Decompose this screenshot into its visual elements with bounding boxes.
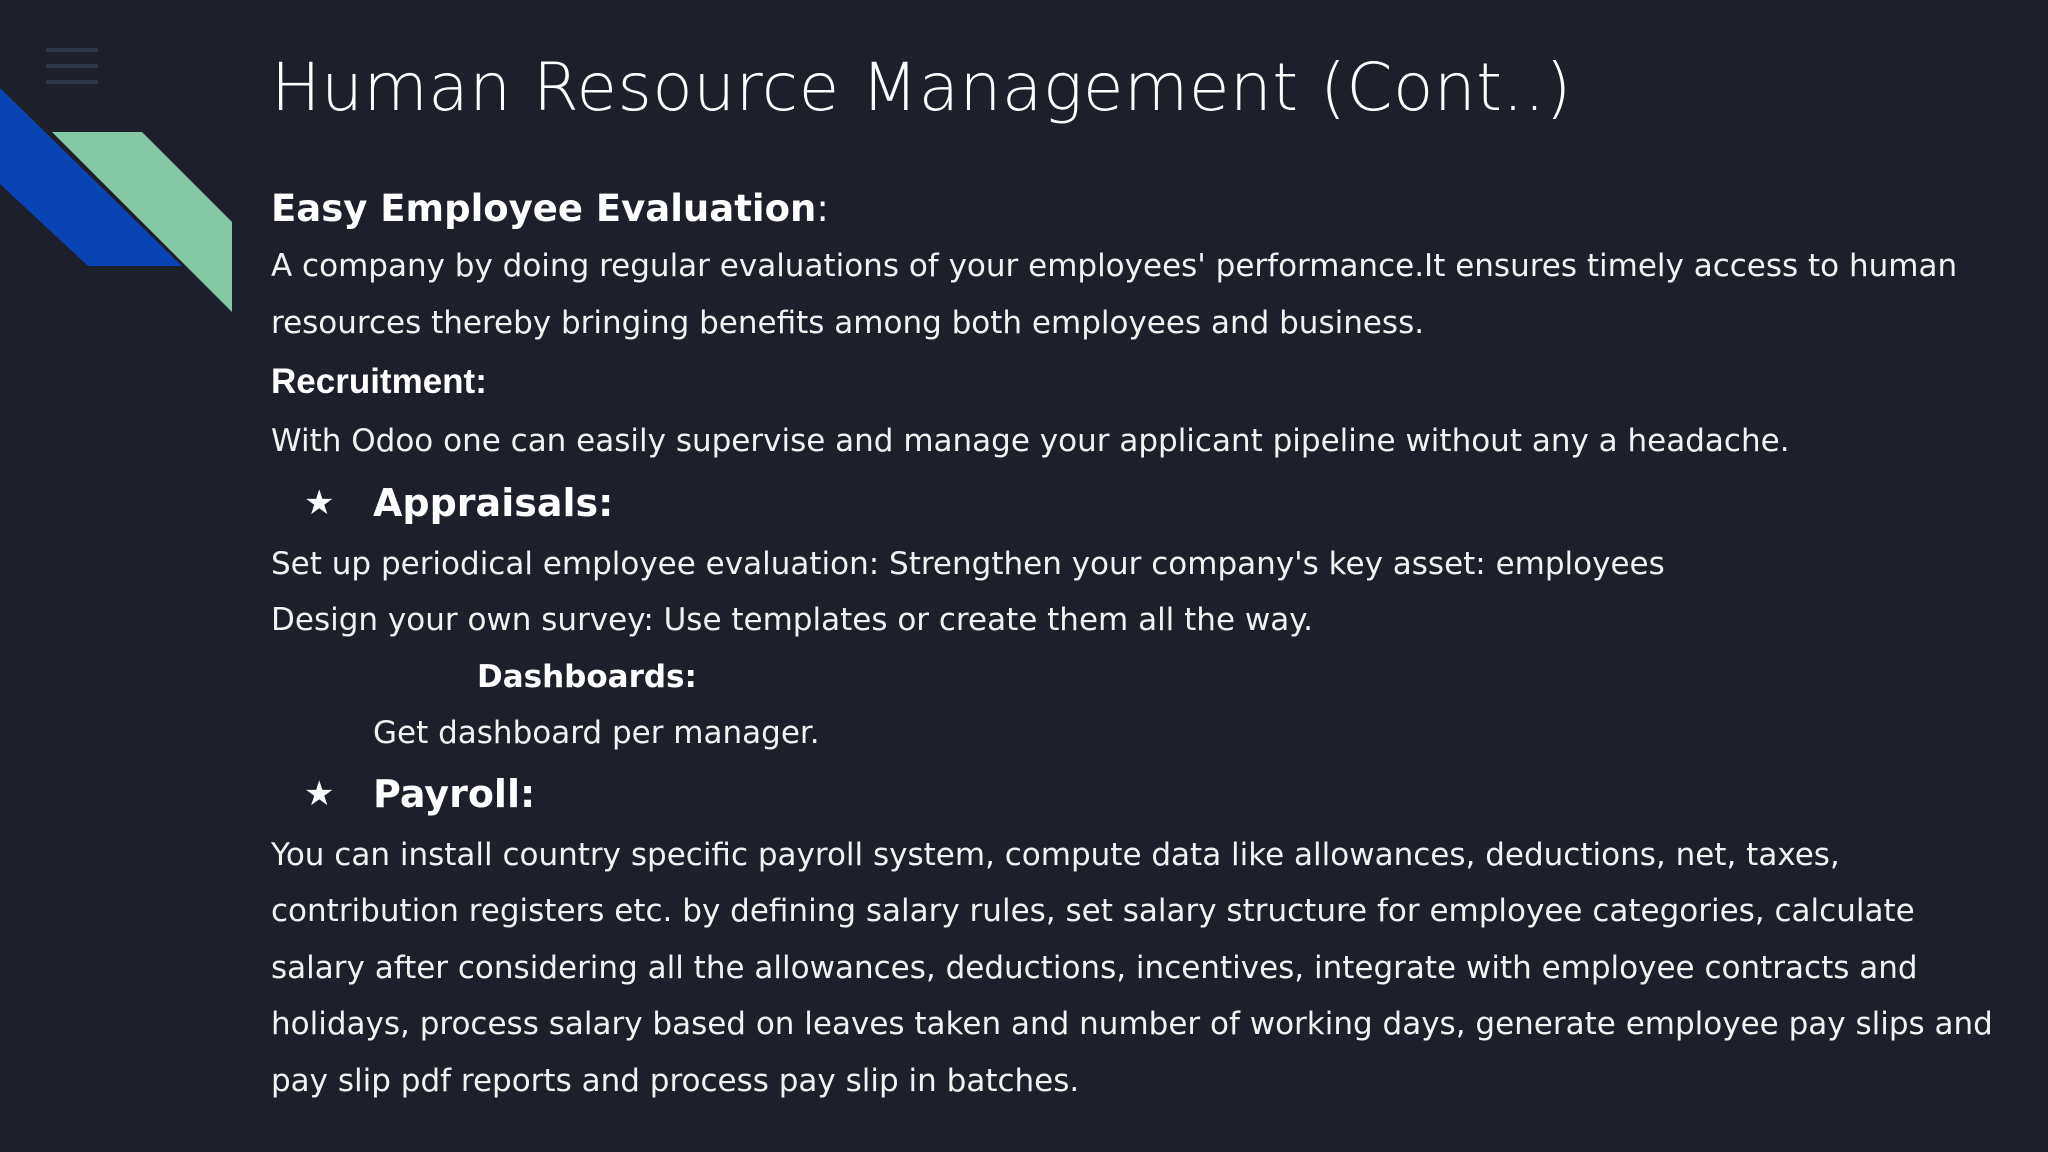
evaluation-heading-text: Easy Employee Evaluation (271, 187, 817, 230)
recruitment-heading: Recruitment: (271, 362, 487, 401)
evaluation-heading-colon: : (816, 187, 829, 230)
payroll-bullet-row (271, 761, 2001, 827)
payroll-heading: Payroll: (373, 771, 536, 816)
slide-content (271, 180, 2001, 1109)
appraisals-bullet-row (271, 470, 2001, 536)
evaluation-heading (271, 180, 2001, 238)
dashboards-text: Get dashboard per manager. (373, 714, 820, 751)
payroll-text: You can install country specific payroll system, compute data like allowances, deductions, net, taxes, contribution registers etc. by defining salary rules, set salary structure for employee categories, calculate salary after considering all the allowances, deductions, incentives, integrate with employee contracts and holidays, process salary based on leaves taken and number of working days, generate employee pay slips and pay slip pdf reports and process pay slip in batches. (271, 836, 1993, 1099)
appraisals-heading: Appraisals: (373, 480, 614, 525)
dashboards-heading: Dashboards: (477, 658, 697, 695)
star-icon: ★ (304, 773, 335, 814)
evaluation-text: A company by doing regular evaluations of your employees' performance.It ensures timely access to human resources thereby bringing benefits among both employees and business. (271, 248, 1958, 341)
star-icon: ★ (304, 482, 335, 523)
appraisals-line-1: Set up periodical employee evaluation: Strengthen your company's key asset: employees (271, 545, 1665, 582)
appraisals-line-2: Design your own survey: Use templates or create them all the way. (271, 602, 1314, 638)
recruitment-text: With Odoo one can easily supervise and manage your applicant pipeline without any a headache. (271, 423, 1790, 459)
slide-title: Human Resource Management (Cont..) (271, 49, 1572, 126)
decorative-stripes (0, 0, 240, 320)
